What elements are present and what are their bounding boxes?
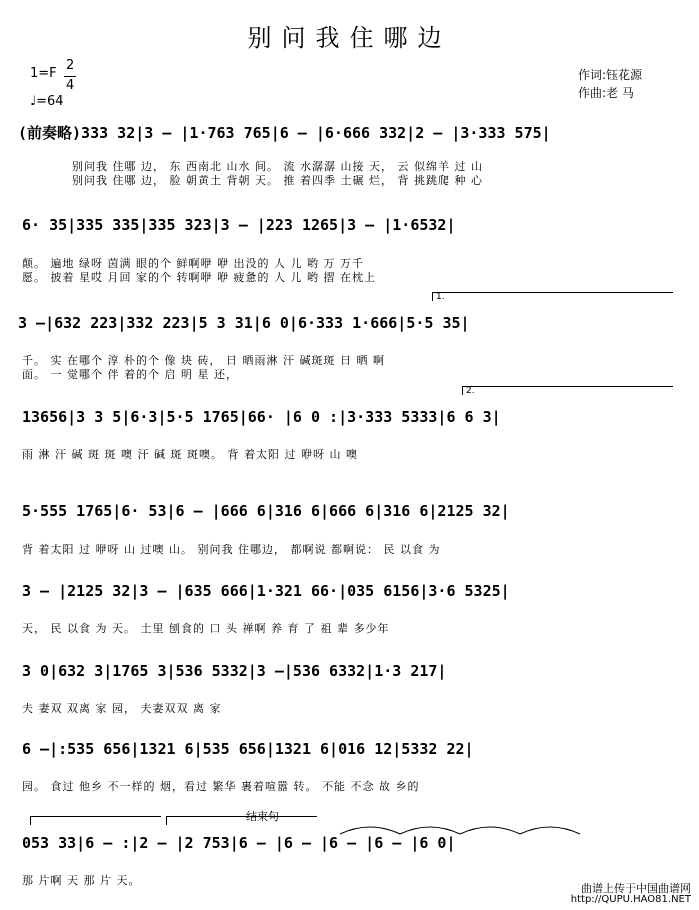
score-row-4-lyrics: 雨 淋 汗 碱 斑 斑 噢 汗 碱 斑 斑噢。 背 着太阳 过 咿呀 山 噢 (22, 448, 358, 461)
key-signature: 1=F (30, 66, 57, 81)
score-row-2-notes: 6· 35|335 335|335 323|3 — |223 1265|3 — |1·6532| (22, 216, 456, 234)
second-ending-label: 2. (466, 386, 475, 396)
score-row-1-notes: (前奏略)333 32|3 — |1·763 765|6 — |6·666 332|2 — |3·333 575| (18, 124, 551, 142)
score-row-8-notes: 6 —|:535 656|1321 6|535 656|1321 6|016 12|5332 22| (22, 740, 474, 758)
score-row-6-notes: 3 — |2125 32|3 — |635 666|1·321 66·|035 6156|3·6 5325| (22, 582, 510, 600)
time-signature-top: 2 (66, 58, 75, 73)
first-ending-label: 1. (436, 292, 445, 302)
score-row-9-lyrics: 那 片啊 天 那 片 天。 (22, 874, 141, 887)
watermark-site-name: 曲谱上传于中国曲谱网 (581, 882, 691, 895)
score-row-4-notes: 13656|3 3 5|6·3|5·5 1765|66· |6 0 :|3·333 5333|6 6 3| (22, 408, 501, 426)
score-row-8-lyrics: 园。 食过 他乡 不一样的 烟，看过 繁华 裹着喧嚣 转。 不能 不念 故 乡的 (22, 780, 420, 793)
score-row-5-lyrics: 背 着太阳 过 咿呀 山 过噢 山。 别问我 住哪边， 都啊说 都啊说： 民 以食 为 (22, 543, 441, 556)
score-row-2-lyrics-verse-1: 颠。 遍地 绿呀 茵满 眼的个 鲜啊咿 咿 出没的 人 儿 哟 万 万千 (22, 257, 364, 270)
score-row-5-notes: 5·555 1765|6· 53|6 — |666 6|316 6|666 6|316 6|2125 32| (22, 502, 510, 520)
watermark-url: http://QUPU.HAO81.NET (570, 894, 691, 905)
time-signature-divider (64, 76, 76, 77)
score-row-6-lyrics: 天， 民 以食 为 天。 土里 刨食的 口 头 禅啊 养 育 了 祖 辈 多少年 (22, 622, 390, 635)
score-row-3-lyrics-verse-1: 千。 实 在哪个 淳 朴的个 像 块 砖， 日 晒雨淋 汗 碱斑斑 日 晒 啊 (22, 354, 385, 367)
song-title: 别问我住哪边 (247, 24, 452, 52)
composer-credit: 作曲:老 马 (578, 86, 634, 100)
score-row-2-lyrics-verse-2: 愿。 披着 星哎 月回 家的个 转啊咿 咿 疲惫的 人 儿 哟 摺 在枕上 (22, 271, 376, 284)
final-phrase-label: 结束句 (246, 810, 279, 823)
tempo-marking: ♩=64 (30, 94, 64, 109)
score-row-3-notes: 3 —|632 223|332 223|5 3 31|6 0|6·333 1·666|5·5 35| (18, 314, 470, 332)
row9-second-ending-bracket (166, 816, 317, 825)
score-row-1-lyrics-verse-1: 别问我 住哪 边， 东 西南北 山水 间。 流 水潺潺 山接 天， 云 似绵羊 过 山 (72, 160, 483, 173)
lyricist-credit: 作词:钰花源 (578, 68, 643, 82)
row9-first-ending-bracket (30, 816, 161, 825)
score-row-1-lyrics-verse-2: 别问我 住哪 边， 脸 朝黄土 背朝 天。 推 着四季 土碾 烂， 背 挑跳爬 种 心 (72, 174, 483, 187)
score-row-7-notes: 3 0|632 3|1765 3|536 5332|3 —|536 6332|1·3 217| (22, 662, 447, 680)
tie-arcs (330, 818, 630, 838)
time-signature-bottom: 4 (66, 78, 75, 93)
second-ending-bracket (462, 386, 673, 395)
score-row-7-lyrics: 夫 妻双 双离 家 园， 夫妻双双 离 家 (22, 702, 222, 715)
score-row-3-lyrics-verse-2: 面。 一 觉哪个 伴 着的个 启 明 星 还， (22, 368, 238, 381)
score-row-9-notes: 053 33|6 — :|2 — |2 753|6 — |6 — |6 — |6 — |6 0| (22, 834, 456, 852)
first-ending-bracket (432, 292, 673, 301)
